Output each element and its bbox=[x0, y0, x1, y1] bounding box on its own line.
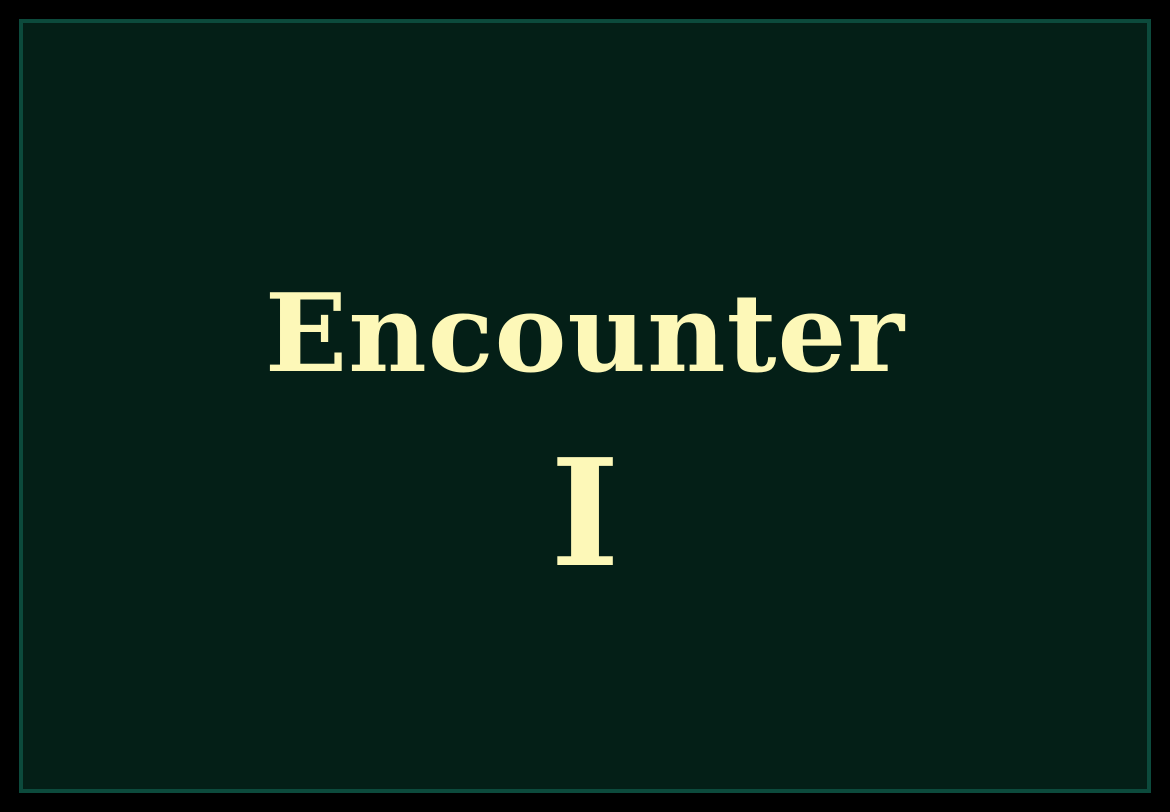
encounter-title: Encounter bbox=[264, 271, 906, 397]
encounter-number: I bbox=[550, 426, 620, 600]
encounter-title-card bbox=[19, 19, 1151, 793]
